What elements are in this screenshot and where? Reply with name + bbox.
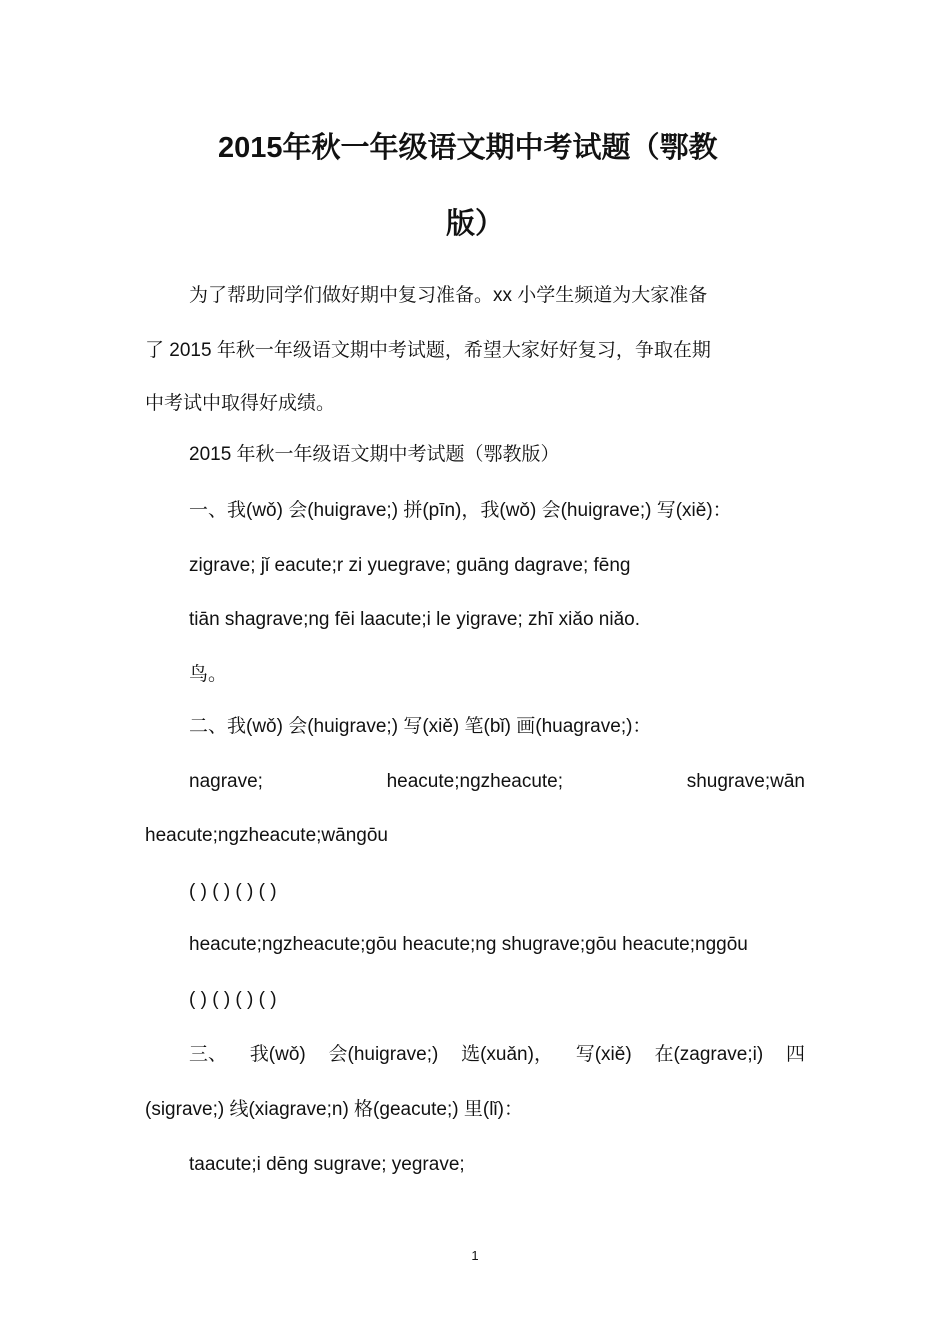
heading-part: 四 xyxy=(785,1044,805,1065)
heading-part: 选(xuǎn)， xyxy=(461,1044,553,1065)
heading-part: 我(wǒ) xyxy=(249,1044,306,1065)
intro-line-1: 为了帮助同学们做好期中复习准备。xx 小学生频道为大家准备 xyxy=(189,285,708,306)
section-3-pinyin-line-1: taacute;i dēng sugrave; yegrave; xyxy=(189,1154,465,1175)
stroke-name: heacute;ngzheacute; xyxy=(386,771,564,792)
stroke-name: nagrave; xyxy=(189,771,263,792)
stroke-name: shugrave;wān xyxy=(686,771,805,792)
section-1-pinyin-line-2: tiān shagrave;ng fēi laacute;i le yigrave; zhī xiǎo niǎo. xyxy=(189,609,640,630)
section-1-heading: 一、我(wǒ) 会(huigrave;) 拼(pīn)，我(wǒ) 会(huigrave;) 写(xiě)： xyxy=(189,500,732,521)
section-2-stroke-row-1 xyxy=(189,768,805,796)
intro-line-2: 了 2015 年秋一年级语文期中考试题，希望大家好好复习，争取在期 xyxy=(145,340,711,361)
document-title-line-2: 版） xyxy=(445,208,504,240)
section-2-stroke-row-1-continued: heacute;ngzheacute;wāngōu xyxy=(145,825,388,846)
section-3-heading-continued: (sigrave;) 线(xiagrave;n) 格(geacute;) 里(lǐ)： xyxy=(145,1099,523,1120)
heading-part: 在(zagrave;i) xyxy=(654,1044,764,1065)
section-2-heading: 二、我(wǒ) 会(huigrave;) 写(xiě) 笔(bǐ) 画(huagrave;)： xyxy=(189,716,652,737)
heading-part: 三、 xyxy=(189,1044,228,1065)
exam-subtitle: 2015 年秋一年级语文期中考试题（鄂教版） xyxy=(189,444,560,465)
section-1-answer-line: 鸟。 xyxy=(189,664,228,685)
section-2-answer-blanks-1: ( ) ( ) ( ) ( ) xyxy=(189,881,277,902)
heading-part: 会(huigrave;) xyxy=(328,1044,439,1065)
document-title-line-1: 2015年秋一年级语文期中考试题（鄂教 xyxy=(218,132,718,164)
intro-line-3: 中考试中取得好成绩。 xyxy=(145,393,336,414)
section-3-heading xyxy=(189,1041,805,1069)
section-1-pinyin-line-1: zigrave; jǐ eacute;r zi yuegrave; guāng dagrave; fēng xyxy=(189,555,631,576)
page-number: 1 xyxy=(471,1248,479,1263)
section-2-answer-blanks-2: ( ) ( ) ( ) ( ) xyxy=(189,989,277,1010)
section-2-stroke-row-2: heacute;ngzheacute;gōu heacute;ng shugrave;gōu heacute;nggōu xyxy=(189,934,748,955)
heading-part: 写(xiě) xyxy=(575,1044,632,1065)
